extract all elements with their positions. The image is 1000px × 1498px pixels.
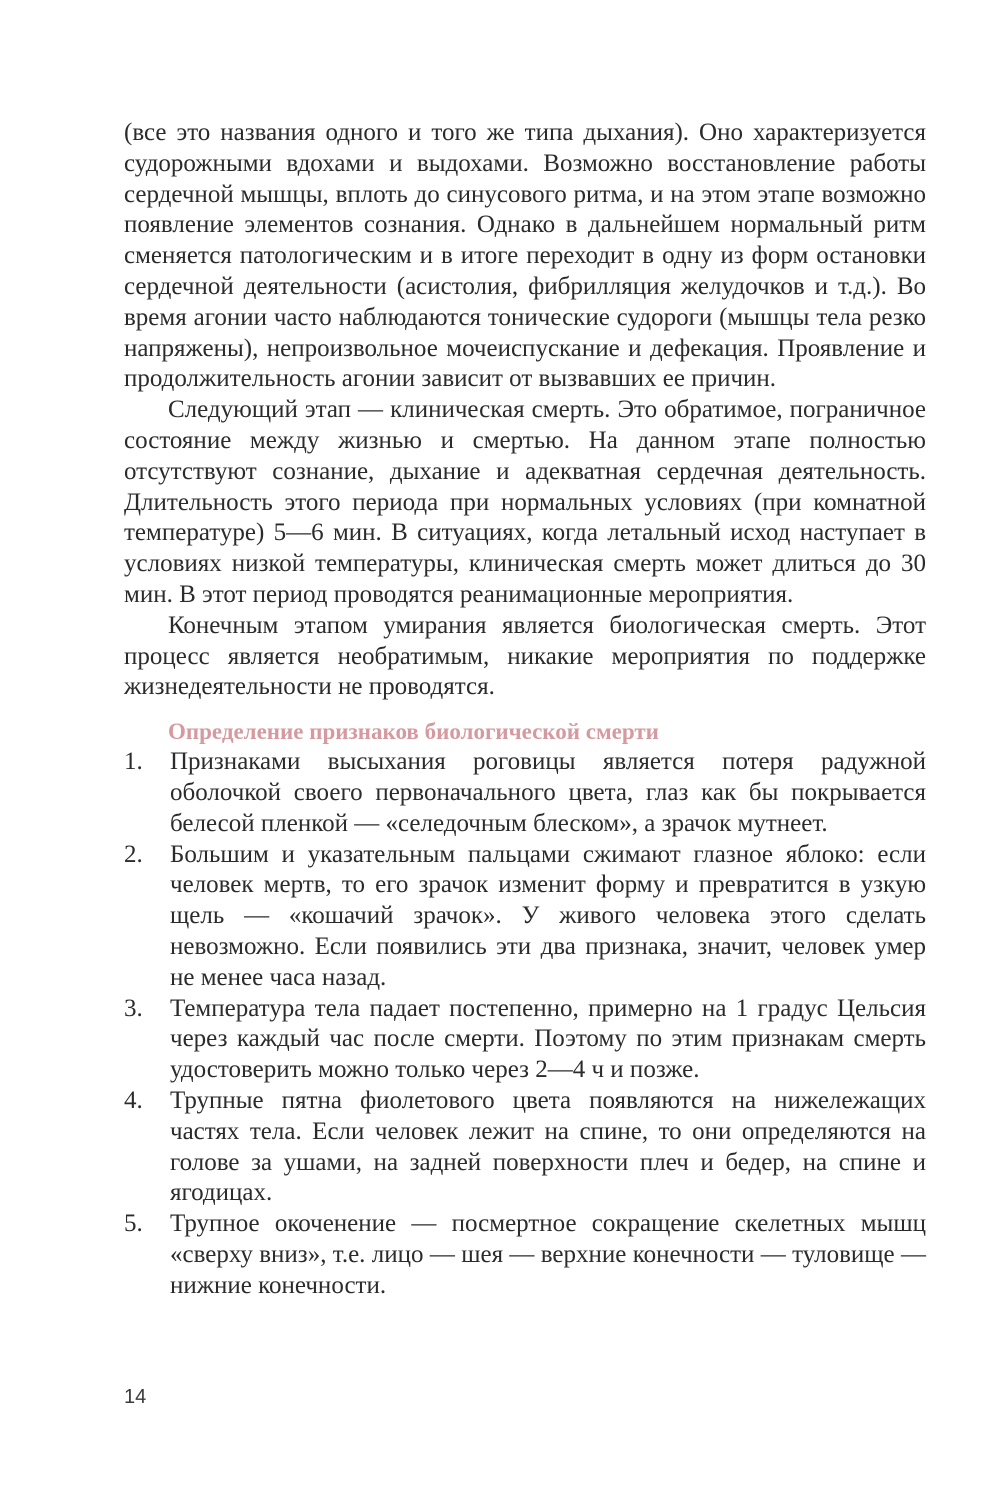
paragraph-biological-death: Конечным этапом умирания является биологическая смерть. Этот процесс является необратимым, никакие мероприятия по поддержке жизнедеятельности не проводятся. — [124, 611, 926, 701]
list-item-text: Признаками высыхания роговицы является потеря радужной оболочкой своего первоначального цвета, глаз как бы покрывается белесой пленкой — «селедочным блеском», а зрачок мутнеет. — [170, 748, 926, 837]
page-body — [124, 118, 926, 1301]
list-item-number: 4. — [124, 1086, 143, 1114]
list-item-text: Большим и указательным пальцами сжимают глазное яблоко: если человек мертв, то его зрачок изменит форму и превратится в узкую щель — «кошачий зрачок». У живого человека этого сделать невозможно. Если появились эти два признака, значит, человек умер не менее часа назад. — [170, 840, 926, 991]
page-number: 14 — [124, 1386, 147, 1408]
list-item-text: Температура тела падает постепенно, примерно на 1 градус Цельсия через каждый час после смерти. Поэтому по этим признакам смерть удостоверить можно только через 2—4 ч и позже. — [170, 994, 926, 1084]
list-item-number: 1. — [124, 748, 143, 776]
section-heading: Определение признаков биологической смерти — [168, 719, 659, 745]
list-item — [124, 994, 926, 1086]
list-item-text: Трупное окоченение — посмертное сокращение скелетных мышц «сверху вниз», т.е. лицо — шея — верхние конечности — туловище — нижние конечности. — [170, 1210, 926, 1299]
signs-list — [124, 747, 926, 1301]
list-item — [124, 1209, 926, 1301]
list-item-number: 2. — [124, 840, 143, 868]
list-item — [124, 840, 926, 994]
paragraph-agony-continuation: (все это названия одного и того же типа дыхания). Оно характеризуется судорожными вдохами и выдохами. Возможно восстановление работы сердечной мышцы, вплоть до синусового ритма, и на этом этапе возможно появление элементов сознания. Однако в дальнейшем нормальный ритм сменяется патологическим и в итоге переходит в одну из форм остановки сердечной деятельности (асистолия, фибрилляция желудочков и т.д.). Во время агонии часто наблюдаются тонические судороги (мышцы тела резко напряжены), непроизвольное мочеиспускание и дефекация. Проявление и продолжительность агонии зависит от вызвавших ее причин. — [124, 119, 926, 393]
list-item-text: Трупные пятна фиолетового цвета появляются на нижележащих частях тела. Если человек лежит на спине, то они определяются на голове за ушами, на задней поверхности плеч и бедер, на спине и ягодицах. — [170, 1086, 926, 1207]
list-item-number: 3. — [124, 994, 143, 1022]
list-item — [124, 1086, 926, 1209]
list-item-number: 5. — [124, 1210, 143, 1238]
list-item — [124, 747, 926, 839]
paragraph-clinical-death: Следующий этап — клиническая смерть. Это обратимое, пограничное состояние между жизнью и смертью. На данном этапе полностью отсутствуют сознание, дыхание и адекватная сердечная деятельность. Длительность этого периода при нормальных условиях (при комнатной температуре) 5—6 мин. В ситуациях, когда летальный исход наступает в условиях низкой температуры, клиническая смерть может длиться до 30 мин. В этот период проводятся реанимационные мероприятия. — [124, 396, 926, 608]
